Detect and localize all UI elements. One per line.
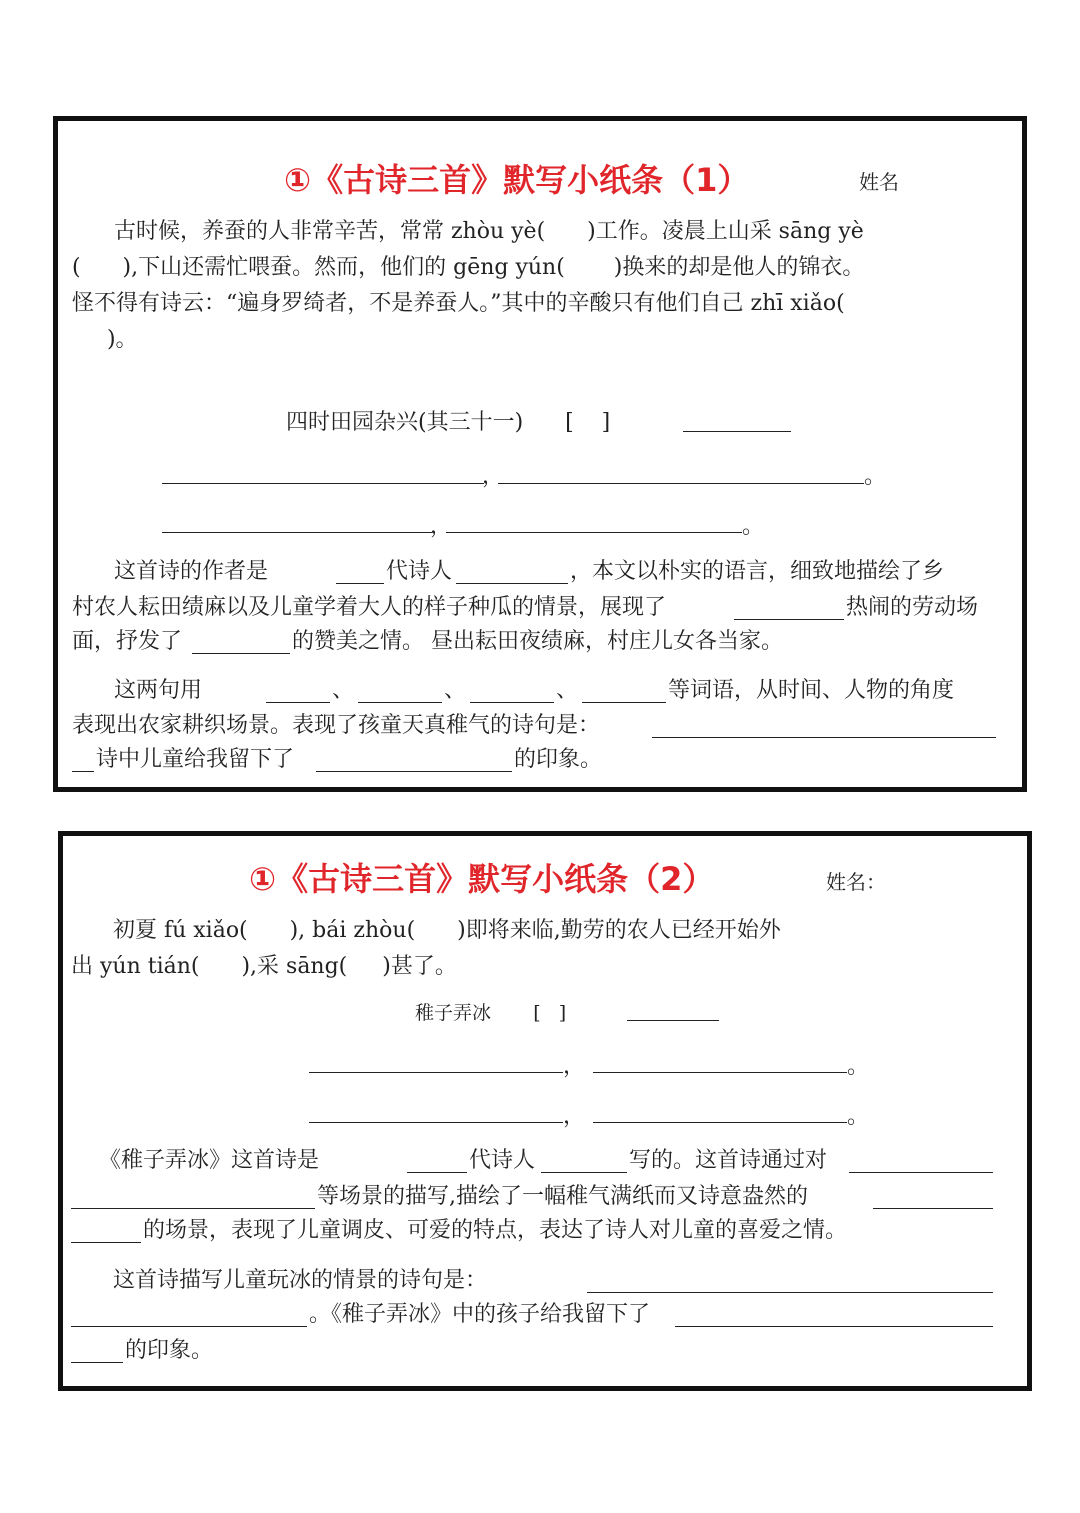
- blank[interactable]: [336, 583, 384, 584]
- text: 《稚子弄冰》这首诗是: [71, 1148, 319, 1173]
- text: 代诗人: [469, 1148, 536, 1173]
- text: 等场景的描写,描绘了一幅稚气满纸而又诗意盎然的: [317, 1184, 808, 1209]
- poem-punct: 。: [847, 1054, 870, 1079]
- card-title: ①《古诗三首》默写小纸条（1）: [284, 161, 750, 199]
- paragraph-line: 初夏 fú xiǎo( ), bái zhòu( )即将来临,勤劳的农人已经开始外: [71, 918, 781, 943]
- poem-blank[interactable]: [593, 1072, 847, 1073]
- blank[interactable]: [541, 1172, 627, 1173]
- paragraph-line: 古时候，养蚕的人非常辛苦，常常 zhòu yè( )工作。凌晨上山采 sāng yè: [72, 219, 864, 244]
- poem-blank[interactable]: [498, 483, 864, 484]
- poem-punct: ，: [430, 514, 453, 539]
- text: 的赞美之情。 昼出耘田夜绩麻，村庄儿女各当家。: [292, 629, 783, 654]
- text: 村农人耘田绩麻以及儿童学着大人的样子种瓜的情景，展现了: [72, 595, 667, 620]
- text: 这首诗描写儿童玩冰的情景的诗句是：: [71, 1268, 487, 1293]
- text: 的场景，表现了儿童调皮、可爱的特点，表达了诗人对儿童的喜爱之情。: [143, 1218, 848, 1243]
- poem-blank[interactable]: [593, 1122, 847, 1123]
- text: 热闹的劳动场: [846, 595, 979, 620]
- blank[interactable]: [582, 702, 666, 703]
- text: 面，抒发了: [72, 629, 183, 654]
- name-label: 姓名: [859, 170, 899, 194]
- text: 的印象。: [514, 747, 603, 772]
- text: 的印象。: [125, 1338, 214, 1363]
- text: 代诗人: [386, 559, 453, 584]
- blank[interactable]: [358, 702, 442, 703]
- blank[interactable]: [456, 583, 568, 584]
- text: 、: [444, 678, 467, 703]
- paragraph-line: 怪不得有诗云：“遍身罗绮者，不是养蚕人。”其中的辛酸只有他们自己 zhī xiǎo(: [72, 291, 845, 316]
- poem-title: 稚子弄冰 [ ]: [415, 1002, 567, 1024]
- text: 、: [556, 678, 579, 703]
- blank[interactable]: [675, 1326, 993, 1327]
- poem-punct: 。: [847, 1104, 870, 1129]
- blank[interactable]: [849, 1172, 993, 1173]
- name-label: 姓名：: [826, 870, 886, 894]
- author-blank[interactable]: [627, 1020, 719, 1021]
- text: 。《稚子弄冰》中的孩子给我留下了: [309, 1302, 651, 1327]
- blank[interactable]: [71, 1208, 315, 1209]
- blank[interactable]: [652, 737, 996, 738]
- text: 诗中儿童给我留下了: [96, 747, 295, 772]
- blank[interactable]: [71, 1326, 307, 1327]
- blank[interactable]: [72, 771, 94, 772]
- text: ，本文以朴实的语言，细致地描绘了乡: [570, 559, 945, 584]
- paragraph-line: 出 yún tián( ),采 sāng( )甚了。: [71, 954, 457, 979]
- poem-punct: ，: [563, 1054, 586, 1079]
- paragraph-line: ( ),下山还需忙喂蚕。然而，他们的 gēng yún( )换来的却是他人的锦衣。: [72, 255, 865, 280]
- blank[interactable]: [470, 702, 554, 703]
- blank[interactable]: [192, 653, 290, 654]
- poem-blank[interactable]: [309, 1122, 563, 1123]
- poem-blank[interactable]: [162, 532, 432, 533]
- text: 这两句用: [72, 678, 202, 703]
- blank[interactable]: [734, 619, 844, 620]
- card-title: ①《古诗三首》默写小纸条（2）: [249, 860, 715, 898]
- blank[interactable]: [71, 1242, 141, 1243]
- blank[interactable]: [316, 771, 512, 772]
- poem-title: 四时田园杂兴(其三十一) [ ]: [286, 410, 611, 435]
- poem-punct: ，: [563, 1104, 586, 1129]
- poem-blank[interactable]: [162, 483, 484, 484]
- text: 、: [332, 678, 355, 703]
- paragraph-line: )。: [72, 327, 138, 352]
- worksheet-card-2: [58, 831, 1032, 1391]
- text: 这首诗的作者是: [72, 559, 268, 584]
- author-blank[interactable]: [683, 431, 791, 432]
- blank[interactable]: [587, 1292, 993, 1293]
- text: 表现出农家耕织场景。表现了孩童天真稚气的诗句是：: [72, 713, 601, 738]
- blank[interactable]: [873, 1208, 993, 1209]
- poem-blank[interactable]: [309, 1072, 563, 1073]
- blank[interactable]: [266, 702, 330, 703]
- worksheet-card-1: [53, 116, 1027, 792]
- blank[interactable]: [407, 1172, 467, 1173]
- text: 写的。这首诗通过对: [629, 1148, 828, 1173]
- poem-punct: ，: [482, 464, 505, 489]
- poem-punct: 。: [864, 464, 887, 489]
- blank[interactable]: [71, 1362, 123, 1363]
- poem-punct: 。: [742, 514, 765, 539]
- text: 等词语，从时间、人物的角度: [668, 678, 955, 703]
- poem-blank[interactable]: [446, 532, 742, 533]
